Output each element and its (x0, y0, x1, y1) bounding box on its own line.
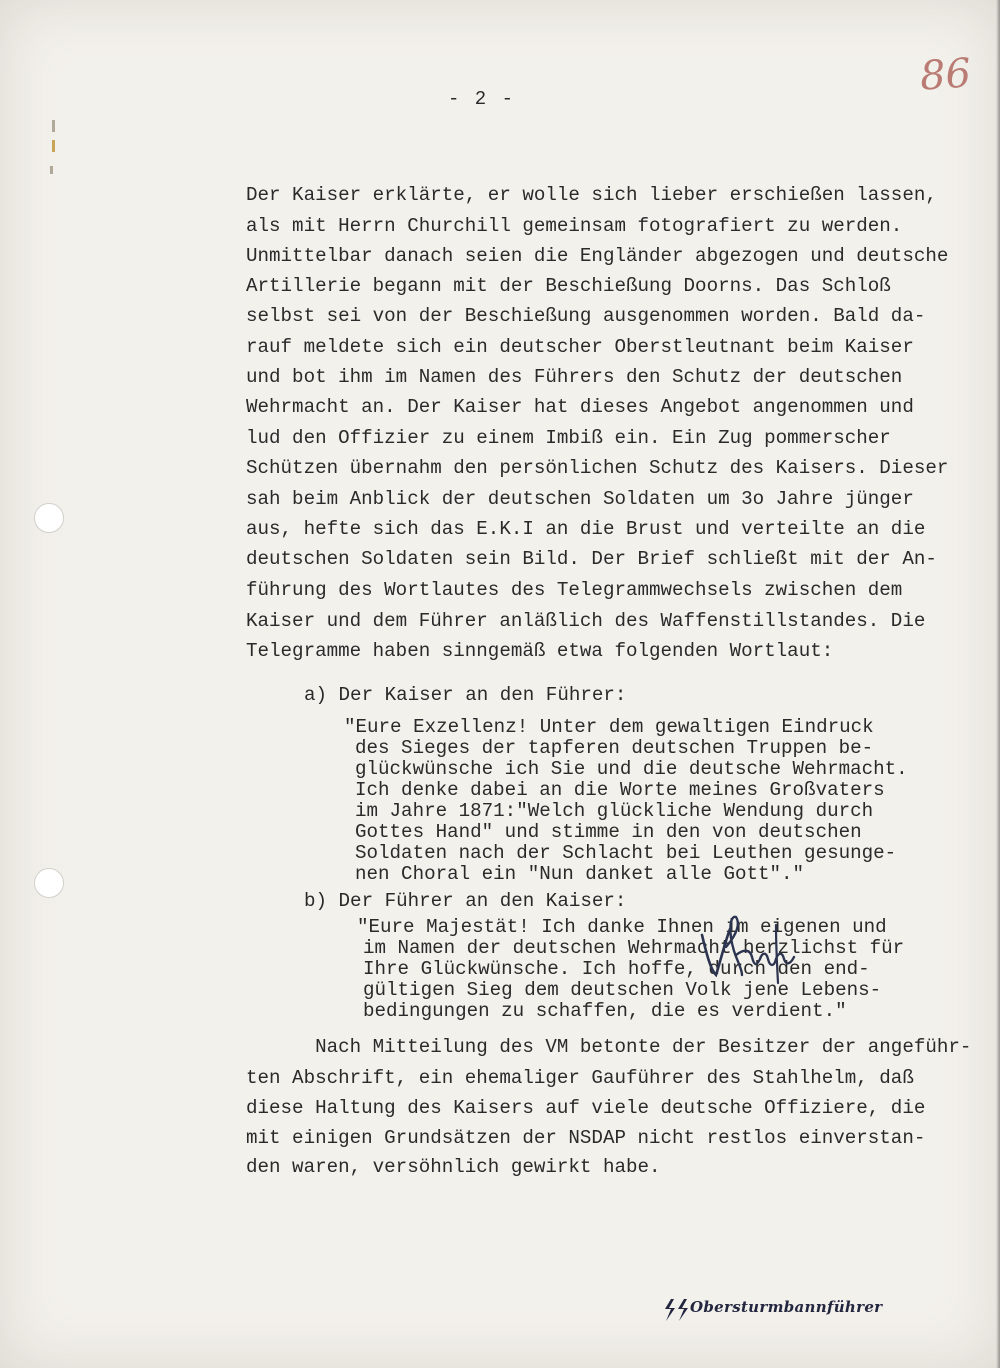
body-line: als mit Herrn Churchill gemeinsam fotografiert zu werden. (246, 215, 903, 237)
body-line: und bot ihm im Namen des Führers den Schutz der deutschen (246, 366, 903, 388)
body-line: lud den Offizier zu einem Imbiß ein. Ein Zug pommerscher (246, 427, 891, 449)
telegram-a-line: im Jahre 1871:"Welch glückliche Wendung durch (355, 800, 874, 822)
telegram-a-line: nen Choral ein "Nun danket alle Gott"." (355, 863, 805, 885)
body-line: Der Kaiser erklärte, er wolle sich lieber erschießen lassen, (246, 184, 937, 206)
telegram-b-line: im Namen der deutschen Wehrmacht herzlichst für (363, 937, 905, 959)
handwritten-signature (690, 905, 810, 987)
telegram-a-line: des Sieges der tapferen deutschen Truppen be- (355, 737, 874, 759)
closing-line: ten Abschrift, ein ehemaliger Gauführer des Stahlhelm, daß (246, 1067, 914, 1089)
folio-number: 86 (918, 50, 973, 100)
telegram-b-line: Ihre Glückwünsche. Ich hoffe, durch den end- (363, 958, 870, 980)
body-line: Telegramme haben sinngemäß etwa folgenden Wortlaut: (246, 640, 834, 662)
telegram-b-line: bedingungen zu schaffen, die es verdient." (363, 1000, 847, 1022)
telegram-b-line: "Eure Majestät! Ich danke Ihnen im eigenen und (357, 916, 887, 938)
body-line: führung des Wortlautes des Telegrammwechsels zwischen dem (246, 579, 903, 601)
closing-line: mit einigen Grundsätzen der NSDAP nicht restlos einverstan- (246, 1127, 926, 1149)
rank-stamp-text: Obersturmbannführer (690, 1298, 883, 1316)
telegram-a-line: Ich denke dabei an die Worte meines Großvaters (355, 779, 885, 801)
body-line: Unmittelbar danach seien die Engländer abgezogen und deutsche (246, 245, 949, 267)
margin-mark (52, 120, 55, 132)
punch-hole (34, 868, 64, 898)
body-line: Artillerie begann mit der Beschießung Doorns. Das Schloß (246, 275, 891, 297)
body-line: selbst sei von der Beschießung ausgenommen worden. Bald da- (246, 305, 926, 327)
margin-mark (52, 140, 55, 152)
body-line: deutschen Soldaten sein Bild. Der Brief schließt mit der An- (246, 548, 937, 570)
punch-hole (34, 503, 64, 533)
telegram-b-label: b) Der Führer an den Kaiser: (304, 890, 627, 912)
telegram-a-line: Soldaten nach der Schlacht bei Leuthen gesunge- (355, 842, 897, 864)
telegram-a-line: glückwünsche ich Sie und die deutsche Wehrmacht. (355, 758, 908, 780)
telegram-a-line: "Eure Exzellenz! Unter dem gewaltigen Eindruck (344, 716, 874, 738)
closing-line: den waren, versöhnlich gewirkt habe. (246, 1156, 661, 1178)
page-edge-shadow (996, 0, 1000, 1368)
body-line: rauf meldete sich ein deutscher Oberstleutnant beim Kaiser (246, 336, 914, 358)
page-number: - 2 - (448, 88, 516, 110)
body-line: Wehrmacht an. Der Kaiser hat dieses Angebot angenommen und (246, 396, 914, 418)
body-line: Kaiser und dem Führer anläßlich des Waffenstillstandes. Die (246, 610, 926, 632)
telegram-b-line: gültigen Sieg dem deutschen Volk jene Lebens- (363, 979, 882, 1001)
telegram-a-label: a) Der Kaiser an den Führer: (304, 684, 627, 706)
body-line: sah beim Anblick der deutschen Soldaten um 3o Jahre jünger (246, 488, 914, 510)
closing-line: diese Haltung des Kaisers auf viele deutsche Offiziere, die (246, 1097, 926, 1119)
body-line: aus, hefte sich das E.K.I an die Brust und verteilte an die (246, 518, 926, 540)
ss-runes-icon (662, 1298, 690, 1322)
telegram-a-line: Gottes Hand" und stimme in den von deutschen (355, 821, 862, 843)
body-line: Schützen übernahm den persönlichen Schutz des Kaisers. Dieser (246, 457, 949, 479)
closing-line: Nach Mitteilung des VM betonte der Besitzer der angeführ- (246, 1036, 972, 1058)
margin-mark (50, 166, 53, 174)
